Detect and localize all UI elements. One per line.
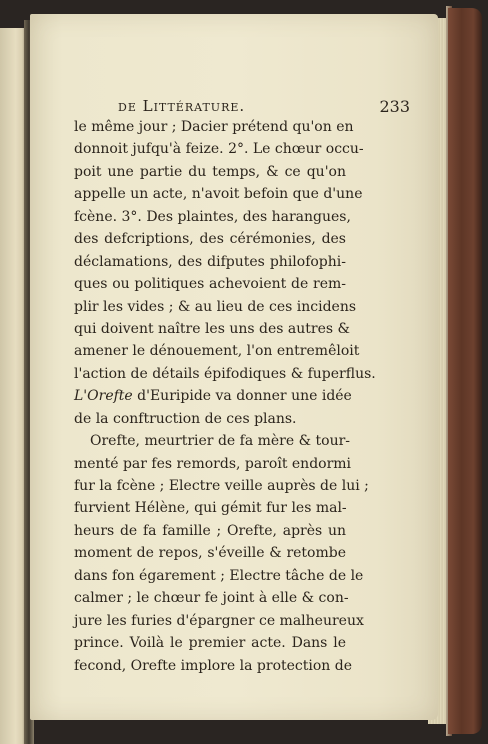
text-line: calmer ; le chœur fe joint à elle & con- xyxy=(74,590,349,607)
left-page-edge xyxy=(0,28,26,744)
text-line: le même jour ; Dacier prétend qu'on en xyxy=(74,119,354,135)
text-line: plir les vides ; & au lieu de ces incidens xyxy=(74,298,357,315)
text-line: l'action de détails épifodiques & fuperflus. xyxy=(74,365,376,382)
text-line: dans fon égarement ; Electre tâche de le xyxy=(74,567,364,584)
body-text xyxy=(74,116,376,677)
text-line: qui doivent naître les uns des autres & xyxy=(74,320,350,337)
text-line: menté par fes remords, paroît endormi xyxy=(74,455,352,472)
text-line: moment de repos, s'éveille & retombe xyxy=(74,545,346,562)
text-line: donnoit jufqu'à feize. 2°. Le chœur occu- xyxy=(74,141,364,158)
text-line: ques ou politiques achevoient de rem- xyxy=(74,276,346,293)
text-line: fecond, Orefte implore la protection de xyxy=(74,657,353,674)
page-number: 233 xyxy=(379,97,410,116)
text-line: furvient Hélène, qui gémit fur les mal- xyxy=(74,500,347,517)
text-line: appelle un acte, n'avoit befoin que d'une xyxy=(74,186,363,203)
work-title: L'Orefte xyxy=(74,388,133,405)
text-line: fcène. 3°. Des plaintes, des harangues, xyxy=(74,208,351,225)
text-line: déclamations, des difputes philofophi- xyxy=(74,253,346,270)
text-line: fur la fcène ; Electre veille auprès de lui ; xyxy=(74,478,369,494)
text-line: amener le dénouement, l'on entremêloit xyxy=(74,343,360,360)
text-line: des defcriptions, des cérémonies, des xyxy=(74,231,346,248)
text-line: prince. Voilà le premier acte. Dans le xyxy=(74,635,346,652)
text-line: de la conftruction de ces plans. xyxy=(74,410,297,427)
text-line: jure les furies d'épargner ce malheureux xyxy=(74,612,364,629)
running-title: de Littérature. xyxy=(118,97,246,115)
text-line: Orefte, meurtrier de fa mère & tour- xyxy=(90,433,351,450)
text-line-with-title xyxy=(74,385,352,407)
text-line: heurs de fa famille ; Orefte, après un xyxy=(74,522,346,539)
book-cover xyxy=(448,8,482,734)
text-line-rest: d'Euripide va donner une idée xyxy=(137,388,352,405)
text-line: poit une partie du temps, & ce qu'on xyxy=(74,163,346,180)
